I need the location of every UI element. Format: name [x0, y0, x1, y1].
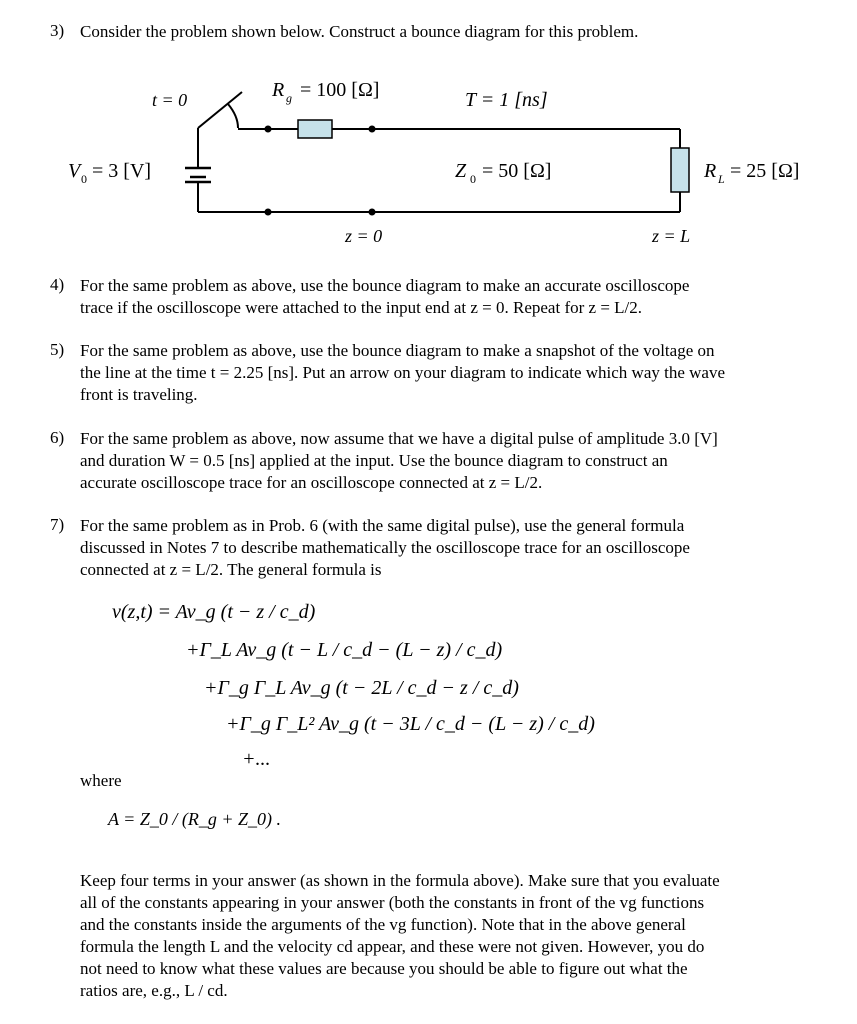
q4-number: 4) — [50, 275, 65, 294]
t-label: T = 1 [ns] — [465, 89, 548, 111]
q3-text: Consider the problem shown below. Construct a bounce diagram for this problem. — [80, 22, 639, 41]
z0-value: = 50 [Ω] — [482, 160, 552, 182]
q4-line: For the same problem as above, use the bounce diagram to make an accurate oscilloscope — [80, 276, 690, 295]
terminal-dot — [265, 126, 272, 133]
rl-value: = 25 [Ω] — [730, 160, 800, 182]
rl-label: R — [704, 160, 717, 182]
terminal-dot — [369, 126, 376, 133]
q5-line: the line at the time t = 2.25 [ns]. Put an arrow on your diagram to indicate which way the wave — [80, 363, 726, 382]
terminal-dot — [369, 209, 376, 216]
closing-line: not need to know what these values are because you should be able to figure out what the — [80, 959, 688, 978]
q3-number: 3) — [50, 21, 65, 40]
q5-text — [80, 340, 820, 406]
q5-line: front is traveling. — [80, 385, 198, 404]
closing-text — [80, 870, 820, 1002]
switch-label: t = 0 — [152, 90, 188, 110]
z-end-label: z = L — [652, 226, 691, 246]
where-label: where — [80, 771, 122, 790]
q6-text — [80, 428, 820, 494]
q7-line: discussed in Notes 7 to describe mathematically the oscilloscope trace for an oscilloscope — [80, 538, 690, 557]
rl-sub: L — [718, 172, 725, 186]
q7-text — [80, 515, 820, 581]
closing-line: formula the length L and the velocity cd appear, and these were not given. However, you do — [80, 937, 705, 956]
z0-label: Z — [455, 160, 467, 182]
q7-line: connected at z = L/2. The general formula is — [80, 560, 382, 579]
v0-label: V — [68, 160, 81, 182]
closing-line: all of the constants appearing in your answer (both the constants in front of the vg functions — [80, 893, 705, 912]
closing-line: Keep four terms in your answer (as shown in the formula above). Make sure that you evaluate — [80, 871, 720, 890]
q6-number: 6) — [50, 428, 65, 447]
q6-line: For the same problem as above, now assume that we have a digital pulse of amplitude 3.0 [V] — [80, 429, 718, 448]
closing-line: ratios are, e.g., L / cd. — [80, 981, 228, 1000]
q5-number: 5) — [50, 340, 65, 359]
circuit-diagram — [0, 0, 857, 260]
q5-line: For the same problem as above, use the bounce diagram to make a snapshot of the voltage on — [80, 341, 715, 360]
q7-line: For the same problem as in Prob. 6 (with the same digital pulse), use the general formula — [80, 516, 685, 535]
closing-line: and the constants inside the arguments of the vg function). Note that in the above general — [80, 915, 686, 934]
rg-sub: g — [286, 91, 292, 105]
rg-resistor — [298, 120, 332, 138]
q4-line: trace if the oscilloscope were attached to the input end at z = 0. Repeat for z = L/2. — [80, 298, 643, 317]
q4-text — [80, 275, 820, 319]
z0-sub: 0 — [470, 172, 476, 186]
formula-line-5: +... — [242, 748, 271, 770]
v0-sub: 0 — [81, 172, 87, 186]
z-start-label: z = 0 — [345, 226, 383, 246]
rg-label: R — [272, 79, 285, 101]
formula-line-1: v(z,t) = Av_g (t − z / c_d) — [112, 601, 316, 623]
terminal-dot — [265, 209, 272, 216]
q6-line: accurate oscilloscope trace for an oscilloscope connected at z = L/2. — [80, 473, 543, 492]
q7-number: 7) — [50, 515, 65, 534]
switch-blade — [198, 92, 242, 128]
formula-line-3: +Γ_g Γ_L Av_g (t − 2L / c_d − z / c_d) — [204, 677, 519, 699]
rg-value: = 100 [Ω] — [300, 79, 380, 101]
formula-line-2: +Γ_L Av_g (t − L / c_d − (L − z) / c_d) — [186, 639, 503, 661]
switch-arc — [228, 104, 238, 128]
formula-line-4: +Γ_g Γ_L² Av_g (t − 3L / c_d − (L − z) / c_d) — [226, 713, 595, 735]
v0-value: = 3 [V] — [92, 160, 152, 182]
rl-resistor — [671, 148, 689, 192]
q6-line: and duration W = 0.5 [ns] applied at the input. Use the bounce diagram to construct an — [80, 451, 668, 470]
a-definition: A = Z_0 / (R_g + Z_0) . — [108, 809, 281, 829]
